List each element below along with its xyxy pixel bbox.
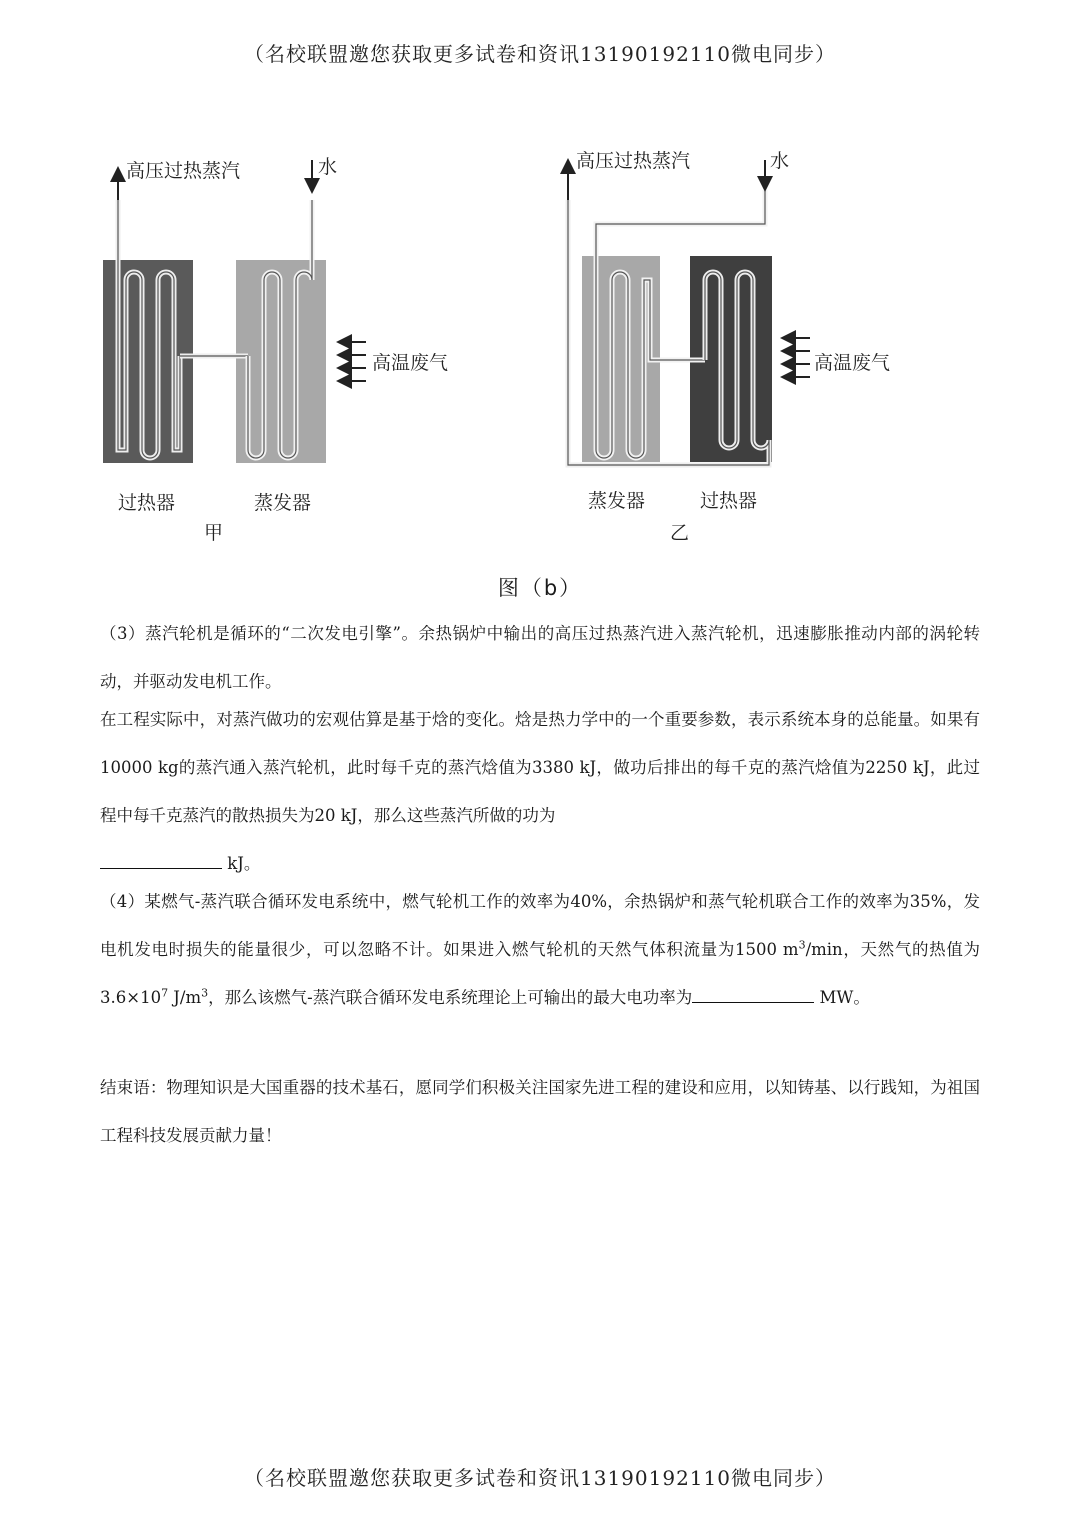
closing-text: 结束语：物理知识是大国重器的技术基石，愿同学们积极关注国家先进工程的建设和应用，以知铸基、以行践知，为祖国工程科技发展贡献力量！ xyxy=(100,1078,980,1145)
left-superheater-label: 过热器 xyxy=(118,492,176,514)
q4-answer-unit: MW。 xyxy=(819,988,870,1007)
figure-b xyxy=(0,120,1080,610)
right-gas-label: 高温废气 xyxy=(814,352,891,374)
q3-question-text: 在工程实际中，对蒸汽做功的宏观估算是基于焓的变化。焓是热力学中的一个重要参数，表示系统本身的总能量。如果有10000 kg的蒸汽通入蒸汽轮机，此时每千克的蒸汽焓值为3380 kJ，做功后排出的每千克的蒸汽焓值为2250 kJ，此过程中每千克蒸汽的散热损失为20 kJ，那么这些蒸汽所做的功为 xyxy=(100,710,980,825)
header-banner: （名校联盟邀您获取更多试卷和资讯13190192110微电同步） xyxy=(244,42,836,66)
right-steam-label: 高压过热蒸汽 xyxy=(576,150,691,172)
q4-sup-3: 3 xyxy=(201,986,209,1000)
q4-answer-blank[interactable] xyxy=(692,978,814,1003)
q3-intro-text: （3）蒸汽轮机是循环的“二次发电引擎”。余热锅炉中输出的高压过热蒸汽进入蒸汽轮机，迅速膨胀推动内部的涡轮转动，并驱动发电机工作。 xyxy=(100,624,980,691)
closing-remark xyxy=(100,1064,980,1160)
left-water-label: 水 xyxy=(318,156,338,178)
left-evaporator-label: 蒸发器 xyxy=(254,492,312,514)
q4-text-3: J/m xyxy=(168,988,202,1007)
q3-answer-unit: kJ。 xyxy=(227,854,261,873)
footer-banner: （名校联盟邀您获取更多试卷和资讯13190192110微电同步） xyxy=(244,1466,836,1490)
left-gas-arrows xyxy=(340,342,366,381)
q4-sup-1: 3 xyxy=(798,938,806,952)
figure-caption: 图（b） xyxy=(497,576,583,600)
right-evaporator-label: 蒸发器 xyxy=(588,490,646,512)
q4-text-1: （4）某燃气-蒸汽联合循环发电系统中，燃气轮机工作的效率为40%，余热锅炉和蒸气轮机联合工作的效率为35%，发电机发电时损失的能量很少，可以忽略不计。如果进入燃气轮机的天然气体积流量为1500 m xyxy=(100,892,980,959)
left-steam-label: 高压过热蒸汽 xyxy=(126,160,241,182)
right-gas-arrows xyxy=(784,338,810,377)
right-figure-name: 乙 xyxy=(670,522,690,544)
left-figure-name: 甲 xyxy=(204,522,224,544)
q4-text-4: ，那么该燃气-蒸汽联合循环发电系统理论上可输出的最大电功率为 xyxy=(208,988,693,1007)
q4-question xyxy=(100,878,980,1022)
right-superheater-label: 过热器 xyxy=(700,490,758,512)
right-water-label: 水 xyxy=(770,150,790,172)
q3-question xyxy=(100,696,980,888)
q3-intro xyxy=(100,610,980,706)
figure-b-diagram xyxy=(0,120,1080,610)
q4-sup-2: 7 xyxy=(161,986,169,1000)
left-gas-label: 高温废气 xyxy=(372,352,449,374)
q4-text-2: /min，天然气的热值为3.6×10 xyxy=(100,940,980,1007)
q3-answer-blank[interactable] xyxy=(100,844,222,869)
